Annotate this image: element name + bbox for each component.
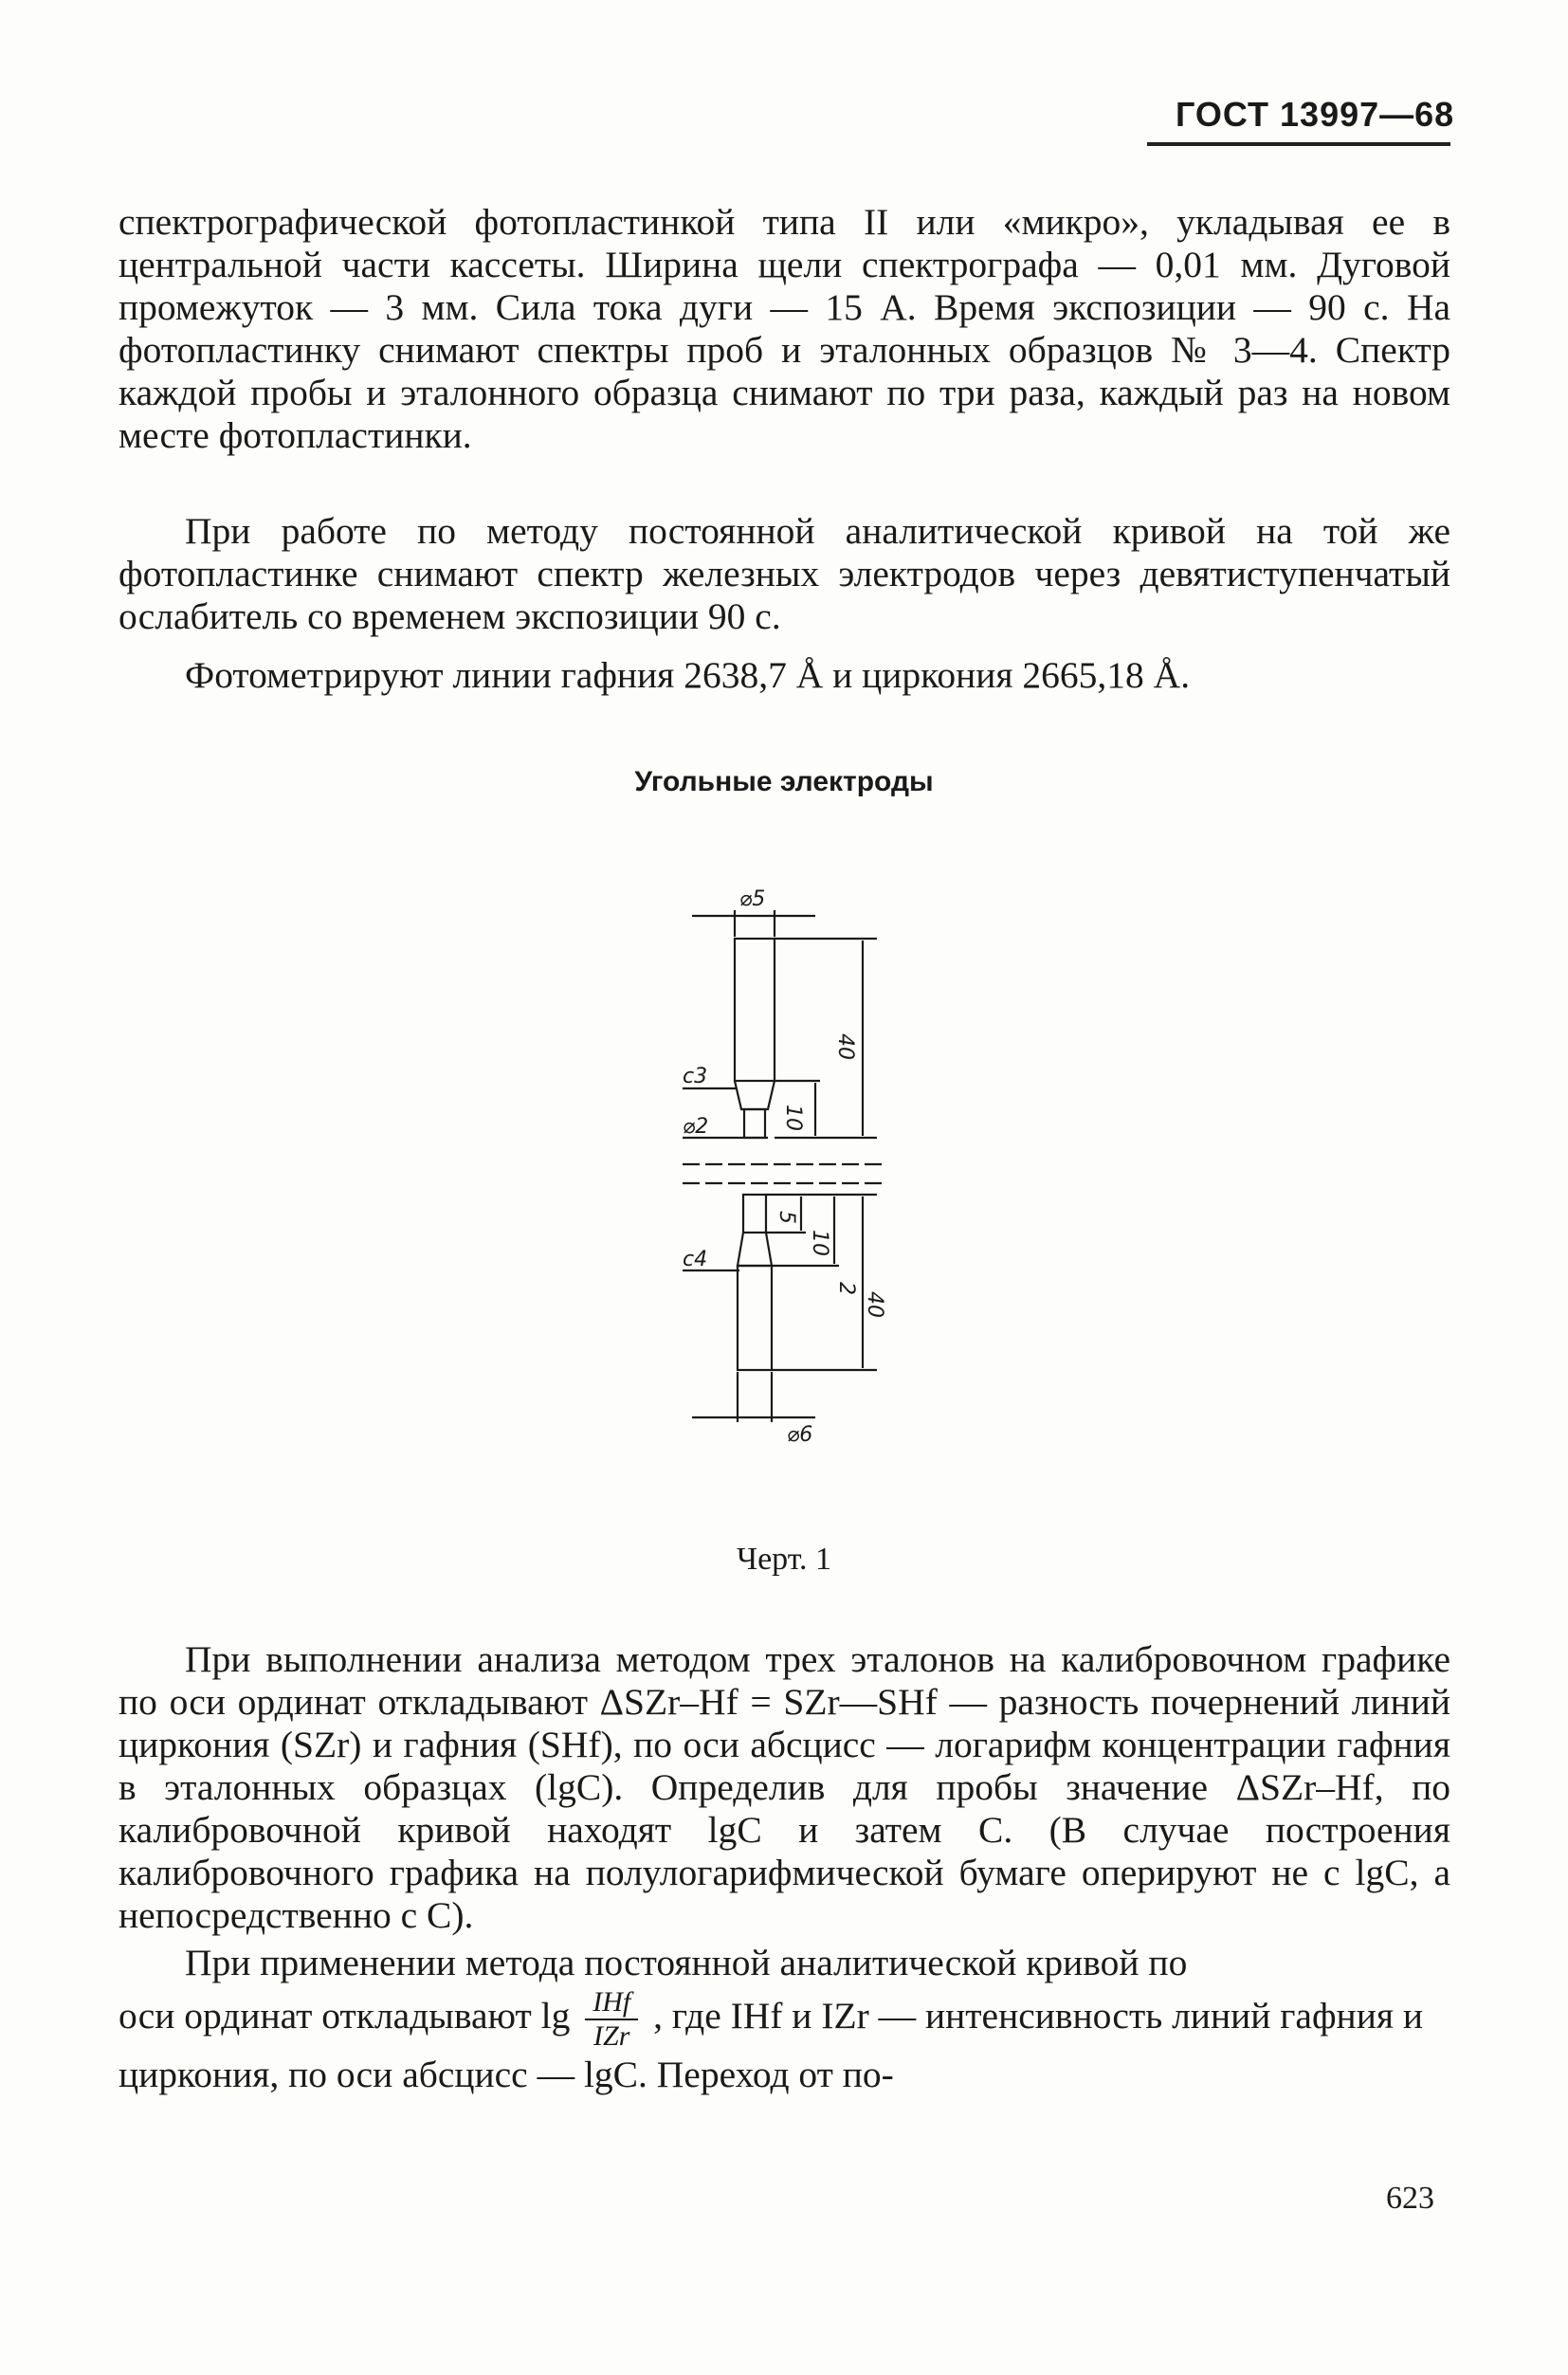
upper-electrode-body: [735, 939, 775, 1081]
label-chamfer-4: с4: [683, 1248, 708, 1271]
paragraph-2: При работе по методу постоянной аналитической кривой на той же фотопластинке снимают спектр железных электродов через девятиступенчатый ослабитель со временем экспозиции 90 с.: [119, 510, 1450, 637]
page-number: 623: [1386, 2181, 1434, 2216]
label-diameter-5: ⌀5: [739, 887, 766, 911]
figure-title: Угольные электроды: [634, 766, 934, 797]
lower-electrode-taper: [738, 1233, 772, 1266]
label-length-2: 2: [834, 1282, 858, 1295]
label-diameter-6: ⌀6: [787, 1423, 813, 1447]
label-diameter-2: ⌀2: [683, 1115, 709, 1139]
label-length-40-bottom: 40: [863, 1291, 886, 1318]
formula-text-before: оси ординат откладывают lg: [119, 1995, 571, 2037]
paragraph-1: спектрографической фотопластинкой типа II или «микро», укладывая ее в центральной части кассеты. Ширина щели спектрографа — 0,01 мм. Дуговой промежуток — 3 мм. Сила тока дуги — 15 А. Время экспозиции — 90 с. На фотопластинку снимают спектры проб и эталонных образцов № 3—4. Спектр каждой пробы и эталонного образца снимают по три раза, каждый раз на новом месте фотопластинки.: [119, 201, 1450, 456]
label-chamfer-3: с3: [683, 1065, 708, 1088]
formula-text-after: , где IHf и IZr — интенсивность линий гафния и циркония, по оси абсцисс — lgC. Переход от по-: [119, 1995, 1424, 2095]
upper-electrode-taper: [735, 1081, 775, 1109]
intensity-ratio-fraction: [585, 1986, 638, 2053]
header-rule: [1147, 142, 1450, 146]
fraction-denominator: IZr: [593, 2020, 630, 2052]
label-length-40-top: 40: [833, 1033, 857, 1060]
upper-electrode-tip: [744, 1109, 765, 1138]
paragraph-5-intro: При применении метода постоянной аналитической кривой по: [185, 1942, 1188, 1983]
lower-electrode-tip: [743, 1195, 766, 1233]
fraction-numerator: IHf: [585, 1986, 638, 2020]
formula-paragraph: [119, 1986, 1450, 2096]
paragraph-3: Фотометрируют линии гафния 2638,7 Å и циркония 2665,18 Å.: [185, 654, 1191, 696]
label-length-10-bottom: 10: [808, 1230, 831, 1256]
figure-caption: Черт. 1: [736, 1542, 832, 1577]
paragraph-4: При выполнении анализа методом трех эталонов на калибровочном графике по оси ординат откладывают ΔSZr–Hf = SZr—SHf — разность почернений линий циркония (SZr) и гафния (SHf), по оси абсцисс — логарифм концентрации гафния в эталонных образцах (lgC). Определив для пробы значение ΔSZr–Hf, по калибровочной кривой находят lgC и затем C. (В случае построения калибровочного графика на полулогарифмической бумаге оперируют не с lgC, а непосредственно с C).: [119, 1638, 1450, 1936]
label-length-5: 5: [775, 1211, 798, 1224]
electrode-drawing: [626, 882, 929, 1489]
lower-electrode-body: [738, 1266, 772, 1370]
standard-header: ГОСТ 13997—68: [1176, 95, 1455, 134]
label-length-10-top: 10: [781, 1105, 805, 1131]
